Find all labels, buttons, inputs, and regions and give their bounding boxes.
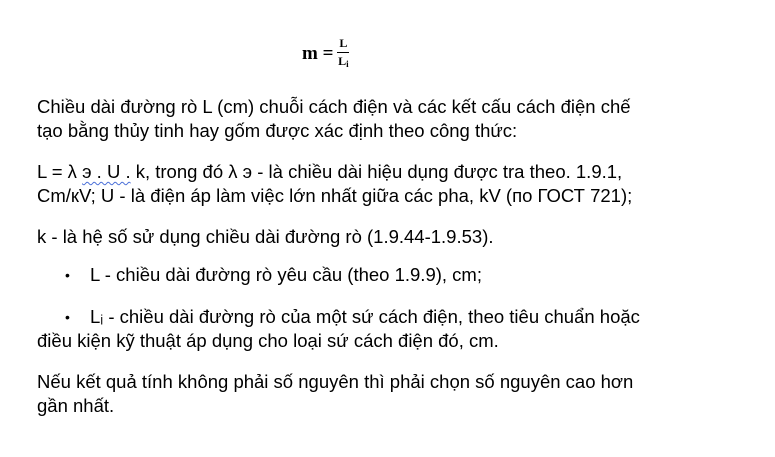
formula-m <box>302 36 349 72</box>
formula-denominator <box>338 53 349 72</box>
paragraph-rounding-line1: Nếu kết quả tính không phải số nguyên thì phải chọn số nguyên cao hơn <box>37 371 634 392</box>
bullet-marker: • <box>65 267 70 283</box>
list-item-Li-text-line2: điều kiện kỹ thuật áp dụng cho loại sứ cách điện đó, cm. <box>37 330 499 351</box>
formula-denominator-sub: i <box>346 59 349 69</box>
formula-lhs: m = <box>302 43 334 64</box>
paragraph-formula-line1 <box>37 160 737 184</box>
formula-text-part-b: э . U . <box>82 161 131 182</box>
list-item-Li-text-line1: Lᵢ - chiều dài đường rò của một sứ cách điện, theo tiêu chuẩn hoặc <box>90 306 640 327</box>
formula-fraction <box>337 36 349 72</box>
paragraph-creepage-intro-line1: Chiều dài đường rò L (cm) chuỗi cách điện và các kết cấu cách điện chế <box>37 96 631 117</box>
list-item-L-text: L - chiều dài đường rò yêu cầu (theo 1.9.9), cm; <box>90 264 482 285</box>
bullet-marker: • <box>65 309 70 325</box>
paragraph-formula-line2: Cm/кV; U - là điện áp làm việc lớn nhất giữa các pha, kV (по ГОСТ 721); <box>37 185 633 206</box>
formula-denominator-base: L <box>338 54 347 68</box>
formula-text-part-a: L = λ <box>37 161 83 182</box>
paragraph-k-definition: k - là hệ số sử dụng chiều dài đường rò (1.9.44-1.9.53). <box>37 226 494 247</box>
formula-text-part-c: k, trong đó λ э - là chiều dài hiệu dụng được tra theo. 1.9.1, <box>130 161 623 182</box>
paragraph-creepage-intro-line2: tạo bằng thủy tinh hay gốm được xác định theo công thức: <box>37 120 518 141</box>
formula-numerator: L <box>337 36 349 53</box>
paragraph-rounding-line2: gần nhất. <box>37 395 115 416</box>
